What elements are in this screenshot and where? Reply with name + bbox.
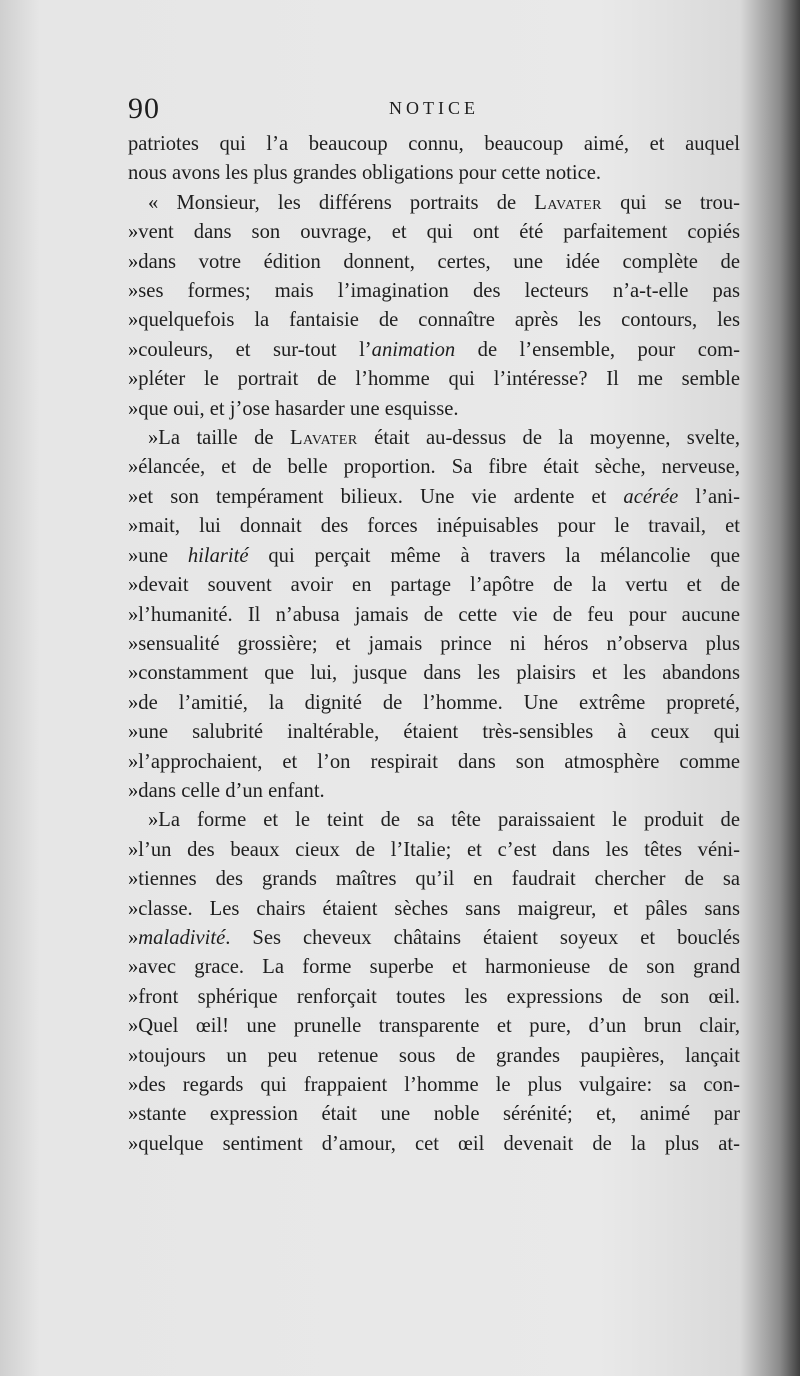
text-line bbox=[128, 512, 740, 541]
text-segment: »mait, lui donnait des forces inépuisables pour le travail, et bbox=[128, 515, 740, 538]
text-line bbox=[128, 336, 740, 365]
text-line bbox=[128, 1100, 740, 1129]
text-line bbox=[128, 601, 740, 630]
text-segment: »devait souvent avoir en partage l’apôtre de la vertu et de bbox=[128, 574, 740, 597]
text-line bbox=[128, 306, 740, 335]
text-line bbox=[128, 689, 740, 718]
text-segment: »sensualité grossière; et jamais prince ni héros n’observa plus bbox=[128, 632, 740, 655]
text-segment: »des regards qui frappaient l’homme le plus vulgaire: sa con- bbox=[128, 1074, 740, 1096]
text-line bbox=[128, 159, 740, 188]
text-segment: »l’humanité. Il n’abusa jamais de cette vie de feu pour aucune bbox=[128, 603, 740, 626]
text-line bbox=[128, 953, 740, 982]
text-segment: »et son tempérament bilieux. Une vie ardente et bbox=[128, 485, 624, 508]
text-segment: »avec grace. La forme superbe et harmonieuse de son grand bbox=[128, 956, 740, 979]
text-segment: qui perçait même à travers la mélancolie que bbox=[248, 544, 740, 567]
running-header bbox=[128, 92, 740, 128]
text-segment: patriotes qui l’a beaucoup connu, beaucoup aimé, et auquel bbox=[128, 133, 740, 155]
text-segment: l’ani- bbox=[678, 485, 741, 508]
text-segment: nous avons les plus grandes obligations pour cette notice. bbox=[128, 162, 601, 185]
text-segment: » bbox=[128, 926, 139, 949]
text-line bbox=[128, 248, 740, 277]
text-segment: »La taille de bbox=[148, 427, 290, 450]
text-line bbox=[128, 924, 740, 953]
running-title: NOTICE bbox=[389, 98, 479, 118]
text-segment: était au-dessus de la moyenne, svelte, bbox=[357, 427, 740, 450]
text-segment: »une salubrité inaltérable, étaient très-sensibles à ceux qui bbox=[128, 721, 740, 744]
text-segment: »tiennes des grands maîtres qu’il en faudrait chercher de sa bbox=[128, 868, 740, 891]
text-line bbox=[128, 836, 740, 865]
text-line bbox=[128, 630, 740, 659]
text-segment: « Monsieur, les différens portraits de bbox=[148, 191, 535, 214]
text-segment: »La forme et le teint de sa tête paraissaient le produit de bbox=[148, 809, 740, 832]
text-segment: »toujours un peu retenue sous de grandes paupières, lançait bbox=[128, 1044, 740, 1067]
text-segment: qui se trou- bbox=[602, 191, 740, 214]
text-segment: »pléter le portrait de l’homme qui l’intéresse? Il me semble bbox=[128, 368, 740, 391]
text-line bbox=[128, 1042, 740, 1071]
text-line bbox=[128, 218, 740, 247]
text-line bbox=[128, 542, 740, 571]
proper-name: Lavater bbox=[289, 427, 358, 450]
text-segment: »élancée, et de belle proportion. Sa fibre était sèche, nerveuse, bbox=[128, 456, 740, 479]
text-line bbox=[128, 659, 740, 688]
text-segment: »dans celle d’un enfant. bbox=[128, 779, 325, 802]
text-segment: »vent dans son ouvrage, et qui ont été parfaitement copiés bbox=[128, 221, 740, 244]
text-line bbox=[128, 365, 740, 394]
text-line bbox=[128, 395, 740, 424]
proper-name: Lavater bbox=[534, 191, 602, 214]
emphasis-text: acérée bbox=[623, 485, 679, 508]
text-line bbox=[128, 983, 740, 1012]
text-segment: »une bbox=[128, 544, 188, 567]
text-segment: »dans votre édition donnent, certes, une idée complète de bbox=[128, 250, 740, 273]
text-line bbox=[128, 1130, 740, 1159]
text-line bbox=[128, 718, 740, 747]
text-line bbox=[128, 748, 740, 777]
text-line bbox=[128, 777, 740, 806]
text-segment: . Ses cheveux châtains étaient soyeux et bouclés bbox=[225, 926, 740, 949]
text-line bbox=[128, 895, 740, 924]
text-segment: »que oui, et j’ose hasarder une esquisse. bbox=[128, 397, 459, 420]
text-segment: »l’approchaient, et l’on respirait dans son atmosphère comme bbox=[128, 750, 740, 773]
text-line bbox=[128, 571, 740, 600]
page-number: 90 bbox=[128, 92, 160, 125]
text-segment: »ses formes; mais l’imagination des lecteurs n’a-t-elle pas bbox=[128, 280, 740, 303]
text-segment: »classe. Les chairs étaient sèches sans maigreur, et pâles sans bbox=[128, 897, 740, 920]
text-line bbox=[128, 1071, 740, 1100]
text-segment: »stante expression était une noble sérénité; et, animé par bbox=[128, 1103, 740, 1126]
text-segment: »couleurs, et sur-tout l’ bbox=[128, 338, 372, 361]
text-line bbox=[128, 277, 740, 306]
emphasis-text: animation bbox=[371, 338, 456, 361]
text-segment: »front sphérique renforçait toutes les expressions de son œil. bbox=[128, 985, 740, 1008]
text-line bbox=[128, 483, 740, 512]
text-line bbox=[128, 865, 740, 894]
text-segment: »quelquefois la fantaisie de connaître après les contours, les bbox=[128, 309, 740, 332]
text-segment: de l’ensemble, pour com- bbox=[455, 338, 741, 361]
text-line bbox=[128, 806, 740, 835]
text-segment: »de l’amitié, la dignité de l’homme. Une extrême propreté, bbox=[128, 691, 740, 714]
text-segment: »Quel œil! une prunelle transparente et pure, d’un brun clair, bbox=[128, 1015, 740, 1038]
text-line bbox=[128, 1012, 740, 1041]
text-line bbox=[128, 189, 740, 218]
text-segment: »quelque sentiment d’amour, cet œil devenait de la plus at- bbox=[128, 1132, 740, 1155]
text-line bbox=[128, 424, 740, 453]
body-text bbox=[128, 130, 740, 1159]
text-line bbox=[128, 130, 740, 159]
text-line bbox=[128, 453, 740, 482]
text-segment: »constamment que lui, jusque dans les plaisirs et les abandons bbox=[128, 662, 740, 685]
text-segment: »l’un des beaux cieux de l’Italie; et c’est dans les têtes véni- bbox=[128, 838, 740, 861]
emphasis-text: maladivité bbox=[138, 926, 226, 949]
emphasis-text: hilarité bbox=[187, 544, 249, 567]
